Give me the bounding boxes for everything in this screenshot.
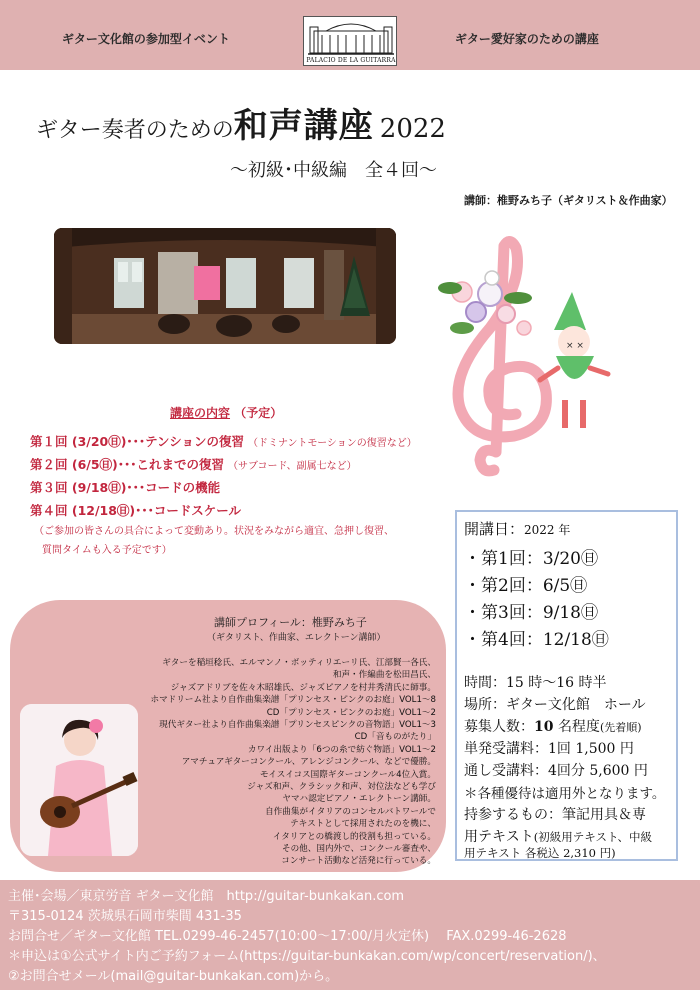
bio-line: カワイ出版より「6つの糸で紡ぐ物語」VOL1〜2 [247,744,436,755]
bring-line-2 [464,826,652,846]
treble-clef-illustration [432,232,622,486]
page-subtitle: 〜初級･中級編 全４回〜 [230,160,437,181]
capacity-value: 10 [534,719,554,735]
bio-line: ギターを稲垣稔氏、エルマンノ・ボッティリエーリ氏、江部賢一各氏、 [162,658,436,668]
schedule-date-1: ・第1回：3/20㊐ [464,549,598,569]
session-3-label: 第３回 (9/18㊐)･･･コードの機能 [30,480,221,495]
session-1-note: （ドミナントモーションの復習など） [248,438,417,449]
time-info: 時間：15 時〜16 時半 [464,675,607,691]
start-date [464,518,570,539]
logo-caption: PALACIO DE LA GUITARRA [306,57,396,64]
bio-line: ジャズアドリブを佐々木昭雄氏、ジャズピアノを村井秀清氏に師事。 [170,682,436,693]
bio-line: コンサート活動など活発に行っている。 [281,856,436,867]
fee-full: 通し受講料：4回分 5,600 円 [464,763,648,779]
discount-note: ＊各種優待は適用外となります。 [464,786,666,802]
bio-line: ホマドリーム社より自作曲集楽譜「プリンセス・ピンクのお庭」VOL1〜8 [150,695,436,706]
header-right-label: ギター愛好家のための講座 [455,32,599,46]
page-title [36,98,676,147]
venue-logo [303,16,397,66]
svg-text:× ×: × × [566,341,584,351]
session-2 [30,455,357,473]
instructor-portrait [20,704,138,856]
contents-heading-label: 講座の内容 [170,406,231,420]
place-info: 場所：ギター文化館 ホール [464,697,646,713]
bio-line: 和声・作編曲を松田昌氏、 [332,670,436,681]
bring-line-2-note: (初級用テキスト、中級 [533,830,652,844]
footer-address: 〒315-0124 茨城県石岡市柴間 431-35 [8,909,242,924]
building-icon [304,17,398,59]
footer-contact: お問合せ／ギター文化館 TEL.0299-46-2457(10:00〜17:00/月火定休) FAX.0299-46-2628 [8,929,567,944]
bio-line: その他、国内外で、コンクール審査や、 [281,844,436,854]
schedule-date-4: ・第4回：12/18㊐ [464,630,609,650]
profile-subtitle: （ギタリスト、作曲家、エレクトーン講師） [207,633,386,643]
bio-line: イタリアとの橋渡し的役割も担っている。 [272,831,436,842]
contents-caution-2: 質問タイムも入る予定です） [42,545,172,556]
schedule-box [455,510,678,861]
profile-title: 講師プロフィール：椎野みち子 [214,616,367,629]
session-1 [30,432,417,450]
header-left-label: ギター文化館の参加型イベント [62,32,230,46]
title-prefix: ギター奏者のための [36,118,234,143]
footer-apply-2: ②お問合せメール(mail@guitar-bunkakan.com)から。 [8,969,339,984]
bio-line: CD「プリンセス・ピンクのお庭」VOL1〜2 [266,707,436,718]
capacity-info [464,716,642,736]
capacity-suffix: 名程度 [557,719,600,735]
contents-caution-1: （ご参加の皆さんの具合によって変動あり。状況をみながら適宜、急押し復習、 [34,526,394,537]
bio-line: ジャズ和声、クラシック和声、対位法なども学び [247,782,436,792]
session-4 [30,501,241,519]
capacity-note: (先着順) [599,721,642,734]
session-1-label: 第１回 (3/20㊐)･･･テンションの復習 [30,434,244,449]
footer-organizer: 主催･会場／東京労音 ギター文化館 http://guitar-bunkakan.com [8,889,405,904]
session-2-label: 第２回 (6/5㊐)･･･これまでの復習 [30,457,224,472]
capacity-label: 募集人数： [464,719,534,735]
bio-line: 自作曲集がイタリアのコンセルバトワールで [265,806,436,817]
schedule-date-3: ・第3回：9/18㊐ [464,603,598,623]
bring-line-3: 用テキスト 各税込 2,310 円) [464,846,616,860]
session-3 [30,478,220,496]
footer-apply-1: ＊申込は①公式サイト内ご予約フォーム(https://guitar-bunkakan.com/wp/concert/reservation/)、 [8,949,606,964]
bio-line: アマチュアギターコンクール、アレンジコンクール、などで優勝。 [181,757,436,768]
bring-line-2-main: 用テキスト [464,829,534,845]
start-label: 開講日： [464,520,525,538]
title-main: 和声講座 [233,106,374,146]
bio-line: CD「音ものがたり」 [354,732,436,743]
hall-photo [54,228,396,344]
contents-heading [170,404,282,421]
lecturer-credit: 講師：椎野みち子（ギタリスト＆作曲家） [464,194,673,207]
schedule-date-2: ・第2回：6/5㊐ [464,576,588,596]
bio-line: 現代ギター社より自作曲集楽譜「プリンセスピンクの音物語」VOL1〜3 [159,720,436,730]
start-year: 2022 年 [524,523,571,537]
bio-line: モイスイコス国際ギターコンクール4位入賞。 [259,769,436,780]
bio-line: テキストとして採用されたのを機に、 [290,819,436,830]
contents-heading-note: （予定） [234,406,283,420]
session-2-note: （サブコード、副属七など） [228,461,357,472]
bio-line: ヤマハ認定ピアノ・エレクトーン講師。 [282,794,436,805]
bring-line-1: 持参するもの：筆記用具＆専 [464,807,646,823]
fee-single: 単発受講料：1回 1,500 円 [464,741,634,757]
session-4-label: 第４回 (12/18㊐)･･･コードスケール [30,503,242,518]
title-year: 2022 [379,114,446,144]
